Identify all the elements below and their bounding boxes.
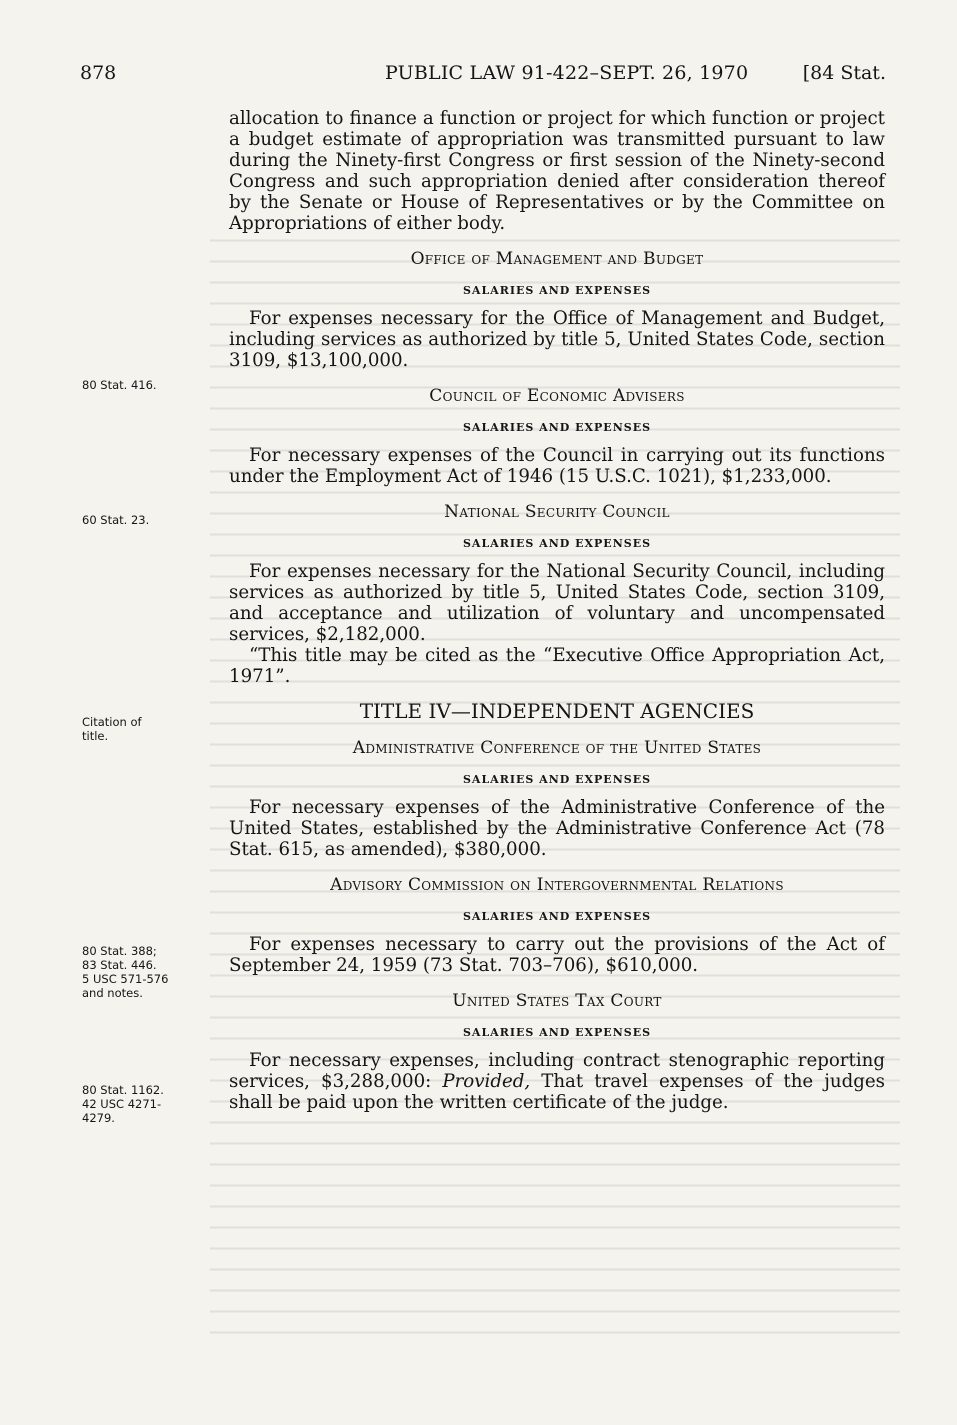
margin-note-line: 60 Stat. 23. bbox=[82, 513, 150, 527]
margin-note-citation bbox=[82, 715, 212, 743]
margin-note-omb bbox=[82, 378, 212, 392]
tax-court-paragraph bbox=[229, 1050, 885, 1113]
omb-paragraph: For expenses necessary for the Office of Management and Budget, including services as authorized by title 5, United States Code, section 3109, $13,100,000. bbox=[229, 308, 885, 371]
margin-note-line: 83 Stat. 446. bbox=[82, 958, 157, 972]
nsc-paragraph: For expenses necessary for the National Security Council, including services as authorized by title 5, United States Code, section 3109, and acceptance and utilization of voluntary and uncompensated services, $2,182,000. bbox=[229, 561, 885, 645]
acus-heading: Administrative Conference of the United States bbox=[352, 738, 762, 758]
margin-note-line: 80 Stat. 416. bbox=[82, 378, 157, 392]
acir-subheading: SALARIES AND EXPENSES bbox=[462, 910, 652, 923]
margin-note-line: 4279. bbox=[82, 1111, 115, 1125]
omb-subheading: SALARIES AND EXPENSES bbox=[462, 284, 652, 297]
acir-heading: Advisory Commission on Intergovernmental Relations bbox=[330, 875, 784, 895]
margin-note-line: title. bbox=[82, 729, 109, 743]
running-title: PUBLIC LAW 91-422–SEPT. 26, 1970 bbox=[385, 62, 749, 84]
acir-paragraph: For expenses necessary to carry out the provisions of the Act of September 24, 1959 (73 Stat. 703–706), $610,000. bbox=[229, 934, 885, 976]
tax-court-subheading: SALARIES AND EXPENSES bbox=[462, 1026, 652, 1039]
main-text bbox=[229, 108, 885, 1113]
intro-paragraph: allocation to finance a function or project for which function or project a budget estimate of appropriation was transmitted pursuant to law during the Ninety-first Congress or first session of the Ninety-second Congress and such appropriation denied after consideration thereof by the Senate or House of Representatives or by the Committee on Appropriations of either body. bbox=[229, 108, 885, 234]
margin-note-line: 80 Stat. 388; bbox=[82, 944, 157, 958]
margin-note-line: Citation of bbox=[82, 715, 142, 729]
cea-heading: Council of Economic Advisers bbox=[429, 386, 685, 406]
margin-note-line: and notes. bbox=[82, 986, 143, 1000]
citation-paragraph: “This title may be cited as the “Executive Office Appropriation Act, 1971”. bbox=[229, 645, 885, 687]
tax-court-heading: United States Tax Court bbox=[452, 991, 662, 1011]
tax-text-start: For necessary expenses, including contract stenographic reporting services, $3,288,000: bbox=[229, 1050, 885, 1092]
margin-note-cea bbox=[82, 513, 212, 527]
margin-note-acir bbox=[82, 1083, 212, 1125]
tax-text-provided: Provided, bbox=[442, 1071, 531, 1092]
omb-heading: Office of Management and Budget bbox=[410, 249, 704, 269]
title-iv-heading: TITLE IV—INDEPENDENT AGENCIES bbox=[359, 699, 755, 723]
cea-paragraph: For necessary expenses of the Council in carrying out its functions under the Employment Act of 1946 (15 U.S.C. 1021), $1,233,000. bbox=[229, 445, 885, 487]
cea-subheading: SALARIES AND EXPENSES bbox=[462, 421, 652, 434]
margin-note-acus bbox=[82, 944, 212, 1000]
page-number: 878 bbox=[80, 62, 117, 84]
acus-subheading: SALARIES AND EXPENSES bbox=[462, 773, 652, 786]
acus-paragraph: For necessary expenses of the Administrative Conference of the United States, established by the Administrative Conference Act (78 Stat. 615, as amended), $380,000. bbox=[229, 797, 885, 860]
volume-reference: [84 Stat. bbox=[802, 62, 886, 84]
nsc-subheading: SALARIES AND EXPENSES bbox=[462, 537, 652, 550]
margin-note-line: 42 USC 4271- bbox=[82, 1097, 162, 1111]
page-header bbox=[80, 62, 886, 92]
margin-note-line: 80 Stat. 1162. bbox=[82, 1083, 164, 1097]
margin-note-line: 5 USC 571-576 bbox=[82, 972, 169, 986]
tax-text-end: That travel expenses of the judges shall be paid upon the written certificate of the judge. bbox=[229, 1071, 885, 1113]
nsc-heading: National Security Council bbox=[444, 502, 670, 522]
